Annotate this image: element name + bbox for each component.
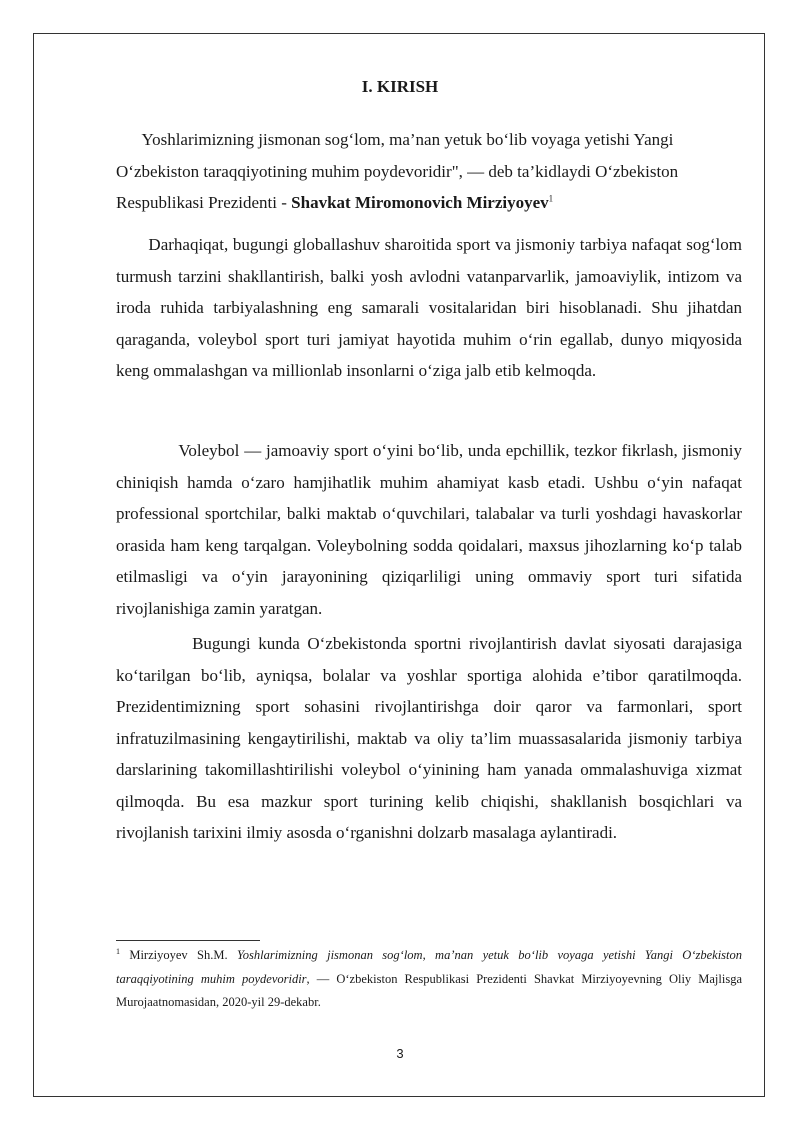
paragraph-indent — [116, 235, 148, 254]
footnote-reference[interactable]: 1 — [548, 193, 554, 204]
paragraph-indent — [116, 441, 178, 460]
section-heading: I. KIRISH — [361, 77, 439, 96]
body-paragraph-3 — [116, 628, 742, 849]
footnote-author: Mirziyoyev Sh.M. — [120, 948, 237, 962]
paragraph-text: Voleybol — jamoaviy sport o‘yini bo‘lib, unda epchillik, tezkor fikrlash, jismoniy chiniqish hamda o‘zaro hamjihatlik muhim ahamiyat kasb etadi. Ushbu o‘yin nafaqat professional sportchilar, balki maktab o‘quvchilari, talabalar va turli yoshdagi havaskorlar orasida ham keng tarqalgan. Voleybolning sodda qoidalari, maxsus jihozlarning ko‘p talab etilmasligi va o‘yin jarayonining qiziqarliligi uning ommaviy sport turi sifatida rivojlanishiga zamin yaratgan. — [116, 441, 743, 618]
page-number: 3 — [396, 1046, 404, 1061]
intro-quote: Yoshlarimizning jismonan sog‘lom, ma’nan yetuk bo‘lib voyaga yetishi Yangi O‘zbekiston taraqqiyotining muhim poydevoridir", — deb ta’kidlaydi O‘zbekiston Respublikasi Prezidenti - — [116, 130, 679, 212]
footnote-title: Yoshlarimizning jismonan sog‘lom, ma’nan yetuk bo‘lib voyaga yetishi Yangi O‘zbekiston taraqqiyotining muhim poydevoridir — [116, 948, 743, 986]
intro-indent — [116, 130, 142, 149]
paragraph-text: Bugungi kunda O‘zbekistonda sportni rivojlantirish davlat siyosati darajasiga ko‘tarilgan bo‘lib, ayniqsa, bolalar va yoshlar sportiga alohida e’tibor qaratilmoqda. Prezidentimizning sport sohasini rivojlantirishga doir qaror va farmonlari, sport infratuzilmasining kengaytirilishi, maktab va oliy ta’lim muassasalarida jismoniy tarbiya darslarining takomillashtirilishi voleybol o‘yinining ham yanada ommalashuviga xizmat qilmoqda. Bu esa mazkur sport turining kelib chiqishi, shakllanish bosqichlari va rivojlanish tarixini ilmiy asosda o‘rganishni dolzarb masalaga aylantiradi. — [116, 634, 743, 842]
president-name: Shavkat Miromonovich Mirziyoyev — [291, 193, 549, 212]
intro-paragraph — [116, 124, 742, 219]
paragraph-indent — [116, 634, 192, 653]
footnote — [116, 944, 742, 1015]
footnote-source: , — O‘zbekiston Respublikasi Prezidenti Shavkat Mirziyoyevning Oliy Majlisga Murojaatnomasidan, 2020-yil 29-dekabr. — [116, 971, 742, 1009]
body-paragraph-2 — [116, 435, 742, 624]
paragraph-text: Darhaqiqat, bugungi globallashuv sharoitida sport va jismoniy tarbiya nafaqat sog‘lom turmush tarzini shakllantirish, balki yosh avlodni vatanparvarlik, jamoaviylik, intizom va iroda ruhida tarbiyalashning eng samarali vositalaridan biri hisoblanadi. Shu jihatdan qaraganda, voleybol sport turi jamiyat hayotida muhim o‘rin egallab, dunyo miqyosida keng ommalashgan va millionlab insonlarni o‘ziga jalb etib kelmoqda. — [116, 235, 743, 380]
body-paragraph-1 — [116, 229, 742, 387]
footnote-separator — [116, 940, 260, 941]
footnote-mark: 1 — [116, 946, 120, 956]
